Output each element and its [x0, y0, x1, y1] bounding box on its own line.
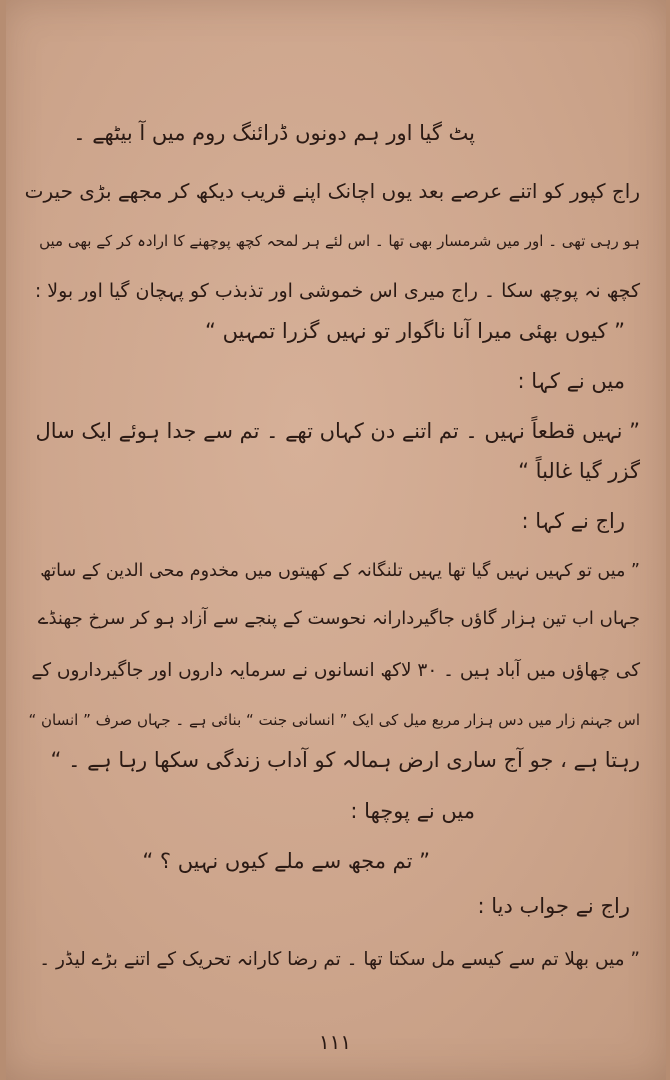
- page-number: ۱۱۱: [318, 1030, 352, 1054]
- text-line: رہتا ہے ، جو آج ساری ارض ہمالہ کو آداب زندگی سکھا رہا ہے ۔ “: [50, 748, 640, 772]
- text-line: پٹ گیا اور ہم دونوں ڈرائنگ روم میں آ بیٹھے ۔: [73, 121, 475, 145]
- text-line: ” نہیں قطعاً نہیں ۔ تم اتنے دن کہاں تھے ۔ تم سے جدا ہوئے ایک سال: [35, 419, 640, 443]
- page-edge-right: [666, 0, 670, 1080]
- text-line: اس جہنم زار میں دس ہزار مربع میل کی ایک ” انسانی جنت “ بنائی ہے ۔ جہاں صرف ” انسان “: [28, 711, 640, 729]
- text-line: ” میں بھلا تم سے کیسے مل سکتا تھا ۔ تم رضا کارانہ تحریک کے اتنے بڑے لیڈر ۔: [39, 949, 640, 970]
- text-line: راج نے کہا :: [521, 509, 625, 533]
- text-line: ” تم مجھ سے ملے کیوں نہیں ؟ “: [142, 849, 430, 873]
- text-line: راج نے جواب دیا :: [477, 894, 630, 918]
- text-line: راج کپور کو اتنے عرصے بعد یوں اچانک اپنے قریب دیکھ کر مجھے بڑی حیرت: [24, 179, 640, 203]
- text-line: ہو رہی تھی ۔ اور میں شرمسار بھی تھا ۔ اس لئے ہر لمحہ کچھ پوچھنے کا ارادہ کر کے بھی میں: [39, 232, 640, 250]
- page-edge-left: [0, 0, 6, 1080]
- text-line: ” کیوں بھئی میرا آنا ناگوار تو نہیں گزرا تمہیں “: [205, 319, 625, 343]
- text-line: جہاں اب تین ہزار گاؤں جاگیردارانہ نحوست کے پنجے سے آزاد ہو کر سرخ جھنڈے: [37, 608, 640, 629]
- text-line: کی چھاؤں میں آباد ہیں ۔ ۳۰ لاکھ انسانوں نے سرمایہ داروں اور جاگیرداروں کے: [31, 660, 640, 681]
- text-line: گزر گیا غالباً “: [518, 459, 640, 483]
- text-line: میں نے پوچھا :: [350, 799, 475, 823]
- text-line: ” میں تو کہیں نہیں گیا تھا یہیں تلنگانہ کے کھیتوں میں مخدوم محی الدین کے ساتھ: [40, 561, 640, 581]
- text-line: کچھ نہ پوچھ سکا ۔ راج میری اس خموشی اور تذبذب کو پہچان گیا اور بولا :: [34, 280, 640, 302]
- text-line: میں نے کہا :: [517, 369, 625, 393]
